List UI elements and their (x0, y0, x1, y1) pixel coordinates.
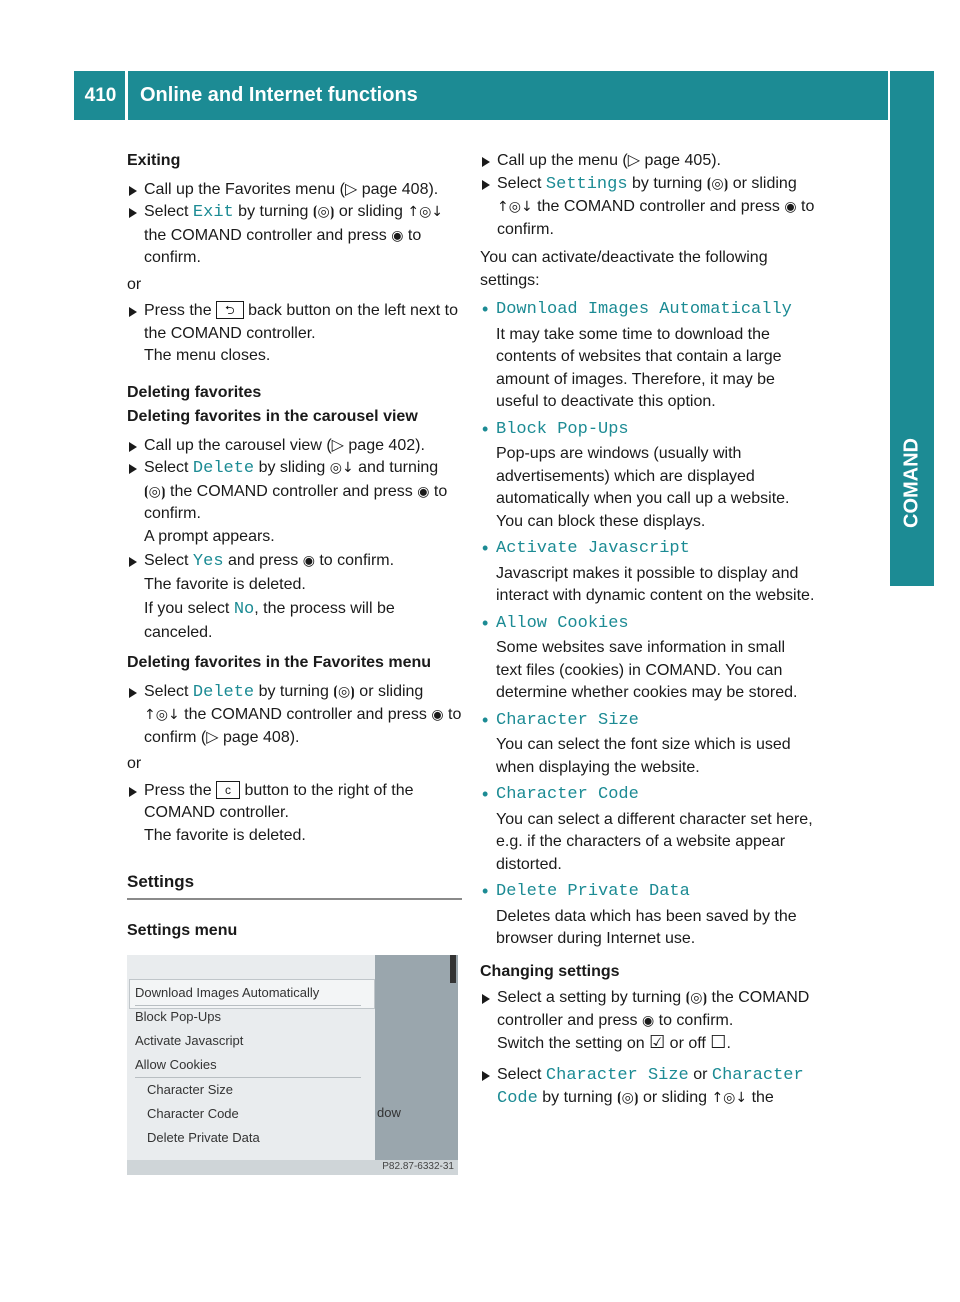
option-character-size: • Character Size (480, 709, 815, 733)
divider (135, 1005, 361, 1006)
screenshot-background-panel (375, 955, 458, 1160)
heading-exiting: Exiting (127, 152, 181, 169)
heading-changing-settings: Changing settings (480, 962, 620, 980)
option-download-images-desc: It may take some time to download the contents of websites that contain a large amount of images. Therefore, it may be useful to deactivate this option. (496, 325, 782, 410)
heading-settings-menu: Settings menu (127, 921, 238, 939)
favorite-deleted-text: The favorite is deleted. (144, 575, 306, 593)
menu-closes-text: The menu closes. (144, 347, 271, 364)
option-block-popups-desc: Pop-ups are windows (usually with advertisements) which are displayed automatically when you call up a website. You can block these displays. (496, 445, 790, 530)
turn-controller-icon: ⦗◎⦘ (144, 483, 166, 500)
or-text: or (127, 275, 142, 293)
right-column (480, 150, 815, 1111)
option-activate-javascript: • Activate Javascript (480, 537, 815, 561)
settings-list (127, 955, 375, 1160)
switch-setting-text: Switch the setting on ☑ or off ☐. (497, 1032, 731, 1053)
screenshot-footer (127, 1160, 458, 1175)
slide-controller-icon: ↑◎↓ (711, 1090, 748, 1106)
slide-controller-icon: ↑◎↓ (407, 204, 444, 220)
page-title: Online and Internet functions (140, 84, 418, 106)
option-allow-cookies: • Allow Cookies (480, 612, 815, 636)
exit-step-2: Select Exit by turning ⦗◎⦘ or sliding ↑◎↓ the COMAND controller and press ◉ to confirm. (127, 201, 462, 270)
checked-box-icon: ☑ (649, 1032, 666, 1053)
select-character-step: Select Character Size or Character Code by turning ⦗◎⦘ or sliding ↑◎↓ the (480, 1064, 815, 1111)
heading-favorites-menu: Deleting favorites in the Favorites menu (127, 654, 432, 671)
press-controller-icon: ◉ (431, 707, 444, 723)
press-controller-icon: ◉ (641, 1012, 655, 1029)
heading-deleting-favorites: Deleting favorites (127, 383, 262, 401)
back-icon: ⮌ (216, 301, 244, 319)
option-character-code: • Character Code (480, 783, 815, 807)
slide-controller-icon: ↑◎↓ (144, 707, 180, 723)
intro-text: You can activate/deactivate the following settings: (480, 249, 768, 289)
menu-item-delete-private-data: Delete Private Data (147, 1130, 260, 1145)
option-delete-private-data: • Delete Private Data (480, 880, 815, 904)
press-controller-icon: ◉ (302, 553, 315, 569)
slide-controller-icon: ↑◎↓ (497, 199, 533, 215)
divider (135, 1077, 361, 1078)
favorite-deleted-text-2: The favorite is deleted. (144, 826, 306, 844)
select-no-text: If you select No, the process will be canceled. (144, 600, 395, 641)
side-tab-label: COMAND (900, 438, 923, 528)
image-code: P82.87-6332-31 (382, 1161, 454, 1172)
press-controller-icon: ◉ (391, 227, 404, 244)
left-column (127, 150, 462, 942)
header-divider (125, 71, 128, 120)
press-controller-icon: ◉ (417, 483, 430, 500)
option-delete-private-data-desc: Deletes data which has been saved by the browser during Internet use. (496, 907, 797, 947)
menu-item-activate-javascript: Activate Javascript (135, 1033, 244, 1048)
menu-item-download-images: Download Images Automatically (135, 985, 320, 1000)
turn-controller-icon: ⦗◎⦘ (333, 683, 355, 700)
carousel-step-1: Call up the carousel view (▷ page 402). (127, 435, 462, 458)
option-character-size-desc: You can select the font size which is used when displaying the website. (496, 736, 791, 776)
unchecked-box-icon: ☐ (710, 1032, 727, 1053)
option-allow-cookies-desc: Some websites save information in small text files (cookies) in COMAND. You can determine whether cookies may be stored. (496, 639, 798, 701)
call-menu-step: Call up the menu (▷ page 405). (480, 150, 815, 173)
turn-controller-icon: ⦗◎⦘ (616, 1090, 639, 1106)
carousel-step-2: Select Delete by sliding ◎↓ and turning ⦗◎⦘ the COMAND controller and press ◉ to confirm. (127, 457, 462, 526)
c-button-icon: c (216, 781, 240, 799)
page-number: 410 (84, 85, 117, 106)
scrollbar (450, 955, 456, 983)
press-c-step: Press the c button to the right of the COMAND controller. (127, 780, 462, 825)
favorites-menu-step: Select Delete by turning ⦗◎⦘ or sliding ↑◎↓ the COMAND controller and press ◉ to confirm (▷ page 408). (127, 681, 462, 750)
prompt-appears-text: A prompt appears. (144, 527, 275, 545)
menu-item-character-code: Character Code (147, 1106, 239, 1121)
background-text: dow (377, 1105, 401, 1120)
back-button-step: Press the ⮌ back button on the left next to the COMAND controller. (127, 300, 462, 345)
select-settings-step: Select Settings by turning ⦗◎⦘ or sliding ↑◎↓ the COMAND controller and press ◉ to confirm. (480, 173, 815, 242)
slide-down-icon: ◎↓ (329, 460, 354, 476)
heading-carousel-view: Deleting favorites in the carousel view (127, 408, 418, 425)
press-controller-icon: ◉ (784, 199, 797, 215)
option-activate-javascript-desc: Javascript makes it possible to display and interact with dynamic content on the website. (496, 564, 815, 604)
menu-item-block-popups: Block Pop-Ups (135, 1009, 221, 1024)
menu-item-allow-cookies: Allow Cookies (135, 1057, 217, 1072)
turn-controller-icon: ⦗◎⦘ (685, 990, 708, 1006)
option-download-images: • Download Images Automatically (480, 298, 815, 322)
turn-controller-icon: ⦗◎⦘ (312, 204, 335, 220)
change-setting-step: Select a setting by turning ⦗◎⦘ the COMAND controller and press ◉ to confirm. (480, 987, 815, 1032)
settings-menu-screenshot (127, 955, 458, 1175)
exit-step-1: Call up the Favorites menu (▷ page 408). (127, 179, 462, 202)
turn-controller-icon: ⦗◎⦘ (706, 175, 729, 192)
heading-settings: Settings (127, 871, 462, 900)
option-character-code-desc: You can select a different character set here, e.g. if the characters of a website appear distorted. (496, 810, 813, 873)
option-block-popups: • Block Pop-Ups (480, 418, 815, 442)
or-text: or (127, 755, 142, 772)
menu-item-character-size: Character Size (147, 1082, 233, 1097)
select-yes-step: Select Yes and press ◉ to confirm. (127, 550, 462, 574)
